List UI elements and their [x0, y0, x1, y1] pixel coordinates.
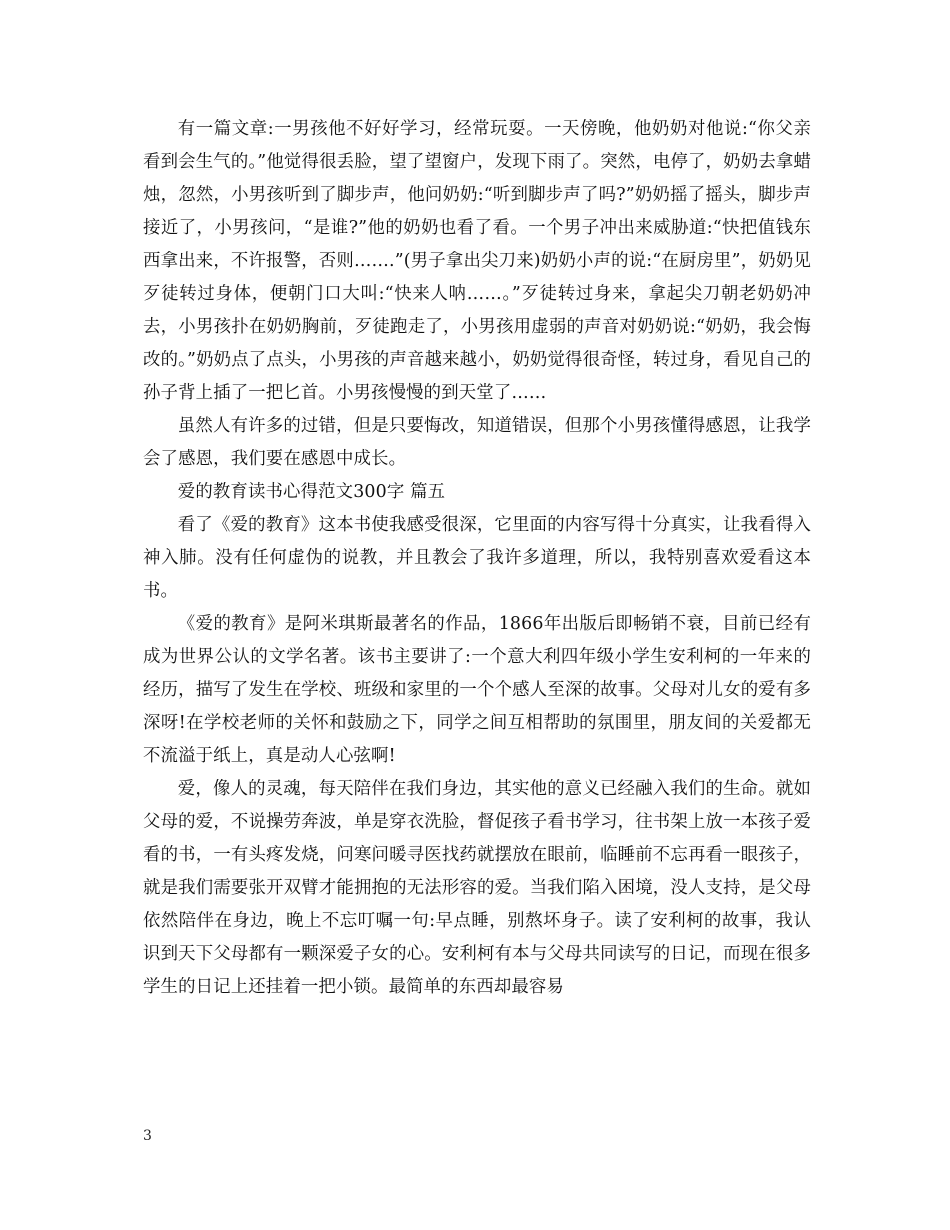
- paragraph-intro: 看了《爱的教育》这本书使我感受很深，它里面的内容写得十分真实，让我看得入神入肺。没有任何虚伪的说教，并且教会了我许多道理，所以，我特别喜欢爱看这本书。: [143, 515, 811, 601]
- paragraph-story: 有一篇文章:一男孩他不好好学习，经常玩耍。一天傍晚，他奶奶对他说:“你父亲看到会生气的。”他觉得很丢脸，望了望窗户，发现下雨了。突然，电停了，奶奶去拿蜡烛，忽然，小男孩听到了脚步声，他问奶奶:“听到脚步声了吗?”奶奶摇了摇头，脚步声接近了，小男孩问，“是谁?”他的奶奶也看了看。一个男子冲出来威胁道:“快把值钱东西拿出来，不许报警，否则…….”(男子拿出尖刀来)奶奶小声的说:“在厨房里”，奶奶见歹徒转过身体，便朝门口大叫:“快来人呐……。”歹徒转过身来，拿起尖刀朝老奶奶冲去，小男孩扑在奶奶胸前，歹徒跑走了，小男孩用虚弱的声音对奶奶说:“奶奶，我会悔改的。”奶奶点了点头，小男孩的声音越来越小，奶奶觉得很奇怪，转过身，看见自己的孙子背上插了一把匕首。小男孩慢慢的到天堂了……: [143, 119, 811, 403]
- paragraph-reflection: 虽然人有许多的过错，但是只要悔改，知道错误，但那个小男孩懂得感恩，让我学会了感恩，我们要在感恩中成长。: [143, 416, 811, 469]
- paragraph-book-summary: 《爱的教育》是阿米琪斯最著名的作品，1866年出版后即畅销不衰，目前已经有成为世界公认的文学名著。该书主要讲了:一个意大利四年级小学生安利柯的一年来的经历，描写了发生在学校、班级和家里的一个个感人至深的故事。父母对儿女的爱有多深呀!在学校老师的关怀和鼓励之下，同学之间互相帮助的氛围里，朋友间的关爱都无不流溢于纸上，真是动人心弦啊!: [143, 614, 811, 766]
- document-body: [143, 113, 811, 1004]
- paragraph-parental-love: 爱，像人的灵魂，每天陪伴在我们身边，其实他的意义已经融入我们的生命。就如父母的爱，不说操劳奔波，单是穿衣洗脸，督促孩子看书学习，往书架上放一本孩子爱看的书，一有头疼发烧，问寒问暖寻医找药就摆放在眼前，临睡前不忘再看一眼孩子，就是我们需要张开双臂才能拥抱的无法形容的爱。当我们陷入困境，没人支持，是父母依然陪伴在身边，晚上不忘叮嘱一句:早点睡，别熬坏身子。读了安利柯的故事，我认识到天下父母都有一颗深爱子女的心。安利柯有本与父母共同读写的日记，而现在很多学生的日记上还挂着一把小锁。最简单的东西却最容易: [143, 779, 811, 997]
- section-heading: 爱的教育读书心得范文300字 篇五: [177, 482, 446, 502]
- page-number: 3: [143, 1128, 152, 1144]
